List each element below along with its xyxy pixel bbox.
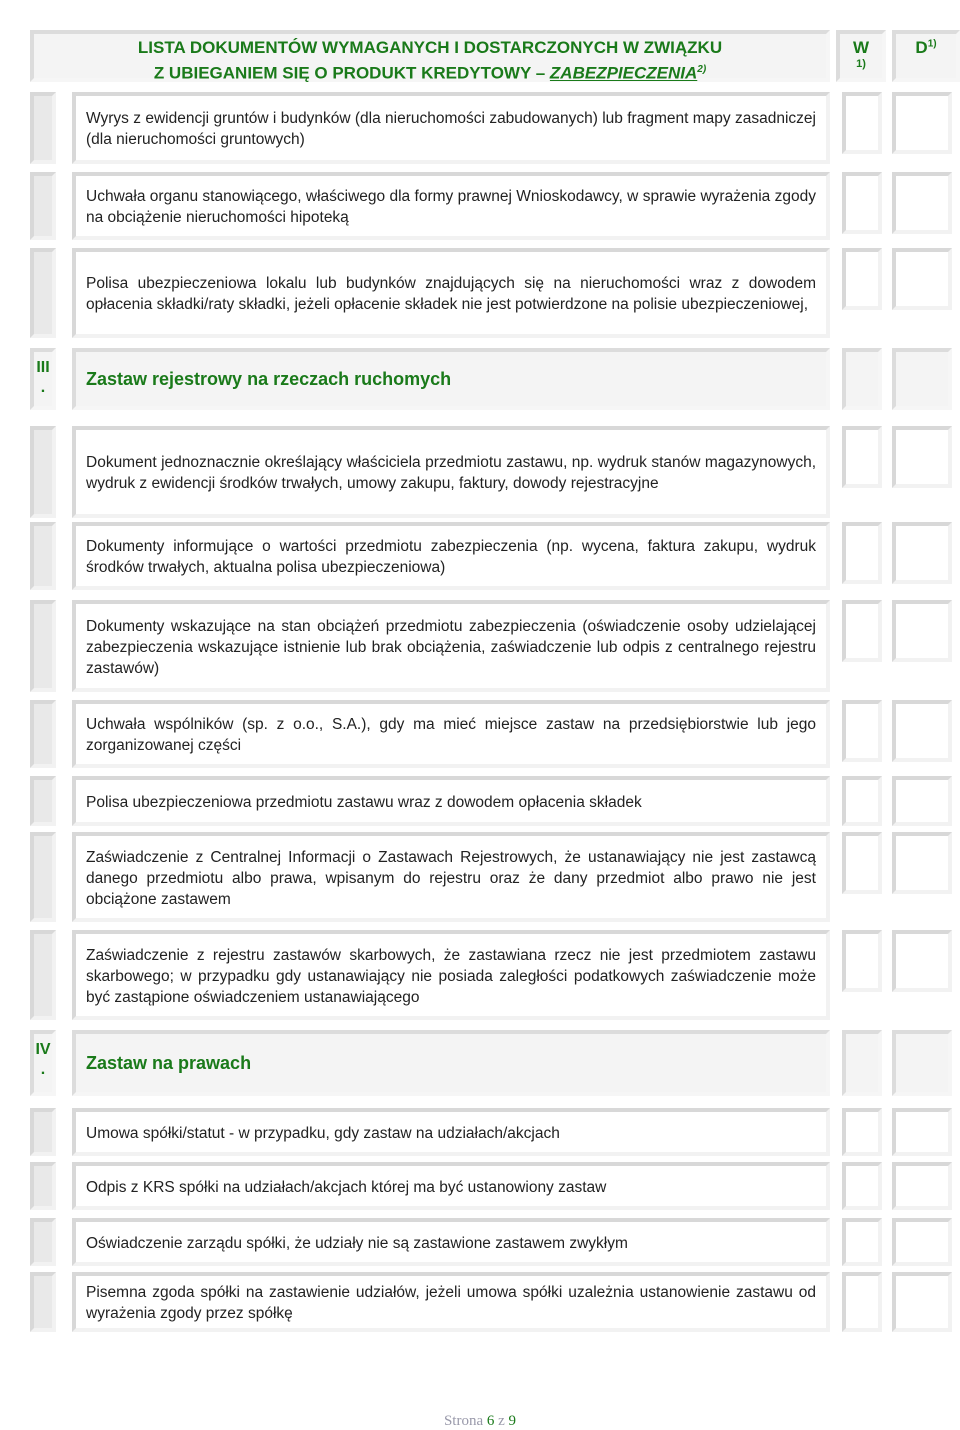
document-description [72,1162,830,1210]
section-title [72,1030,830,1096]
row-number-cell [30,92,56,164]
checkbox-w[interactable] [842,600,882,662]
document-description [72,172,830,240]
section-number-dot: . [40,1061,46,1078]
header-w-cell [836,30,886,82]
checkbox-w[interactable] [842,248,882,310]
document-description [72,832,830,922]
title-line-2-prefix: Z UBIEGANIEM SIĘ O PRODUKT KREDYTOWY – [153,63,546,83]
checkbox-w[interactable] [842,1108,882,1156]
document-description [72,426,830,518]
document-description-text: Dokumenty wskazujące na stan obciążeń przedmiotu zabezpieczenia (oświadczenie osoby udzielającej zabezpieczenia wskazujące istnienie lub brak obciążenia, zaświadczenie lub odpis z centralnego rejestru zastawów) [86,617,816,677]
document-description [72,1218,830,1266]
section-number-dot: . [40,379,46,396]
document-description-text: Polisa ubezpieczeniowa lokalu lub budynków znajdujących się na nieruchomości wraz z dowodem opłacenia składki/raty składki, jeżeli opłacenie składek nie jest potwierdzone na polisie ubezpieczeniowej, [86,275,816,313]
document-description [72,776,830,826]
row-number-cell [30,1108,56,1156]
document-description [72,600,830,692]
checkbox-w[interactable] [842,522,882,584]
title-line-1: LISTA DOKUMENTÓW WYMAGANYCH I DOSTARCZONYCH W ZWIĄZKU [137,38,723,57]
table-row [0,1108,960,1156]
checkbox-d[interactable] [892,1218,952,1266]
table-row [0,776,960,826]
document-description [72,1108,830,1156]
title-sup: 2) [697,64,707,75]
row-number-cell [30,832,56,922]
checkbox-w[interactable] [842,92,882,154]
document-description [72,92,830,164]
checkbox-w[interactable] [842,930,882,992]
checkbox-d[interactable] [892,248,952,310]
col-w-sup: 1) [856,58,866,70]
section-number [30,1030,56,1096]
section-header-row [0,348,960,410]
document-description-text: Oświadczenie zarządu spółki, że udziały nie są zastawione zastawem zwykłym [86,1234,628,1252]
document-description-text: Zaświadczenie z rejestru zastawów skarbowych, że zastawiana rzecz nie jest przedmiotem zastawu skarbowego; w przypadku gdy ustanawiający nie posiada zaległości podatkowych zaświadczenie może być zastąpione oświadczeniem ustanawiającego [86,946,816,1006]
checkbox-d[interactable] [892,522,952,584]
checkbox-w[interactable] [842,1030,882,1096]
table-row [0,426,960,518]
document-description-text: Pisemna zgoda spółki na zastawienie udziałów, jeżeli umowa spółki uzależnia ustanowienie zastawu od wyrażenia zgody przez spółkę [86,1284,816,1322]
checkbox-w[interactable] [842,1272,882,1332]
section-title-text: Zastaw na prawach [86,1052,252,1073]
checkbox-d[interactable] [892,1162,952,1210]
section-title-text: Zastaw rejestrowy na rzeczach ruchomych [86,368,452,389]
row-number-cell [30,700,56,768]
header-title-cell [30,30,830,82]
checkbox-w[interactable] [842,832,882,894]
footer-total-pages: 9 [508,1413,517,1429]
checkbox-w[interactable] [842,348,882,410]
row-number-cell [30,248,56,338]
document-description [72,1272,830,1332]
checkbox-d[interactable] [892,832,952,894]
header-row [0,30,960,82]
section-number [30,348,56,410]
col-d-letter: D [915,38,928,57]
table-row [0,930,960,1020]
row-number-cell [30,600,56,692]
footer-prefix: Strona [443,1413,484,1429]
section-header-row [0,1030,960,1096]
table-row [0,700,960,768]
checkbox-w[interactable] [842,776,882,826]
section-title [72,348,830,410]
document-description-text: Uchwała organu stanowiącego, właściwego dla formy prawnej Wnioskodawcy, w sprawie wyrażenia zgody na obciążenie nieruchomości hipoteką [86,188,816,226]
col-w-letter: W [852,38,870,57]
table-row [0,1218,960,1266]
title-line-2 [34,59,826,85]
document-description [72,930,830,1020]
row-number-cell [30,930,56,1020]
row-number-cell [30,1162,56,1210]
document-description-text: Polisa ubezpieczeniowa przedmiotu zastawu wraz z dowodem opłacenia składek [86,793,642,811]
row-number-cell [30,522,56,590]
checkbox-d[interactable] [892,600,952,662]
col-d-sup: 1) [927,38,937,50]
document-description-text: Wyrys z ewidencji gruntów i budynków (dla nieruchomości zabudowanych) lub fragment mapy zasadniczej (dla nieruchomości gruntowych) [86,110,816,148]
row-number-cell [30,426,56,518]
document-description-text: Dokumenty informujące o wartości przedmiotu zabezpieczenia (np. wycena, faktura zakupu, wydruk środków trwałych, aktualna polisa ubezpieczeniowa) [86,538,816,576]
checkbox-w[interactable] [842,1218,882,1266]
document-description [72,522,830,590]
checkbox-w[interactable] [842,700,882,762]
document-description-text: Odpis z KRS spółki na udziałach/akcjach której ma być ustanowiony zastaw [86,1178,607,1196]
document-description-text: Dokument jednoznacznie określający właściciela przedmiotu zastawu, np. wydruk stanów magazynowych, wydruk z ewidencji środków trwałych, umowy zakupu, faktury, dowody rejestracyjne [86,454,816,492]
document-description [72,700,830,768]
document-description [72,248,830,338]
document-description-text: Zaświadczenie z Centralnej Informacji o Zastawach Rejestrowych, że ustanawiający nie jest zastawcą danego przedmiotu albo prawa, wpisanym do rejestru oraz że dany przedmiot albo prawo nie jest obciążone zastawem [86,848,816,908]
document-title [34,34,826,85]
row-number-cell [30,776,56,826]
table-row [0,522,960,590]
checkbox-d[interactable] [892,1272,952,1332]
table-row [0,92,960,164]
page-footer [0,1413,960,1430]
checkbox-d[interactable] [892,930,952,992]
checkbox-w[interactable] [842,426,882,488]
table-row [0,1162,960,1210]
checkbox-w[interactable] [842,172,882,234]
checkbox-d[interactable] [892,776,952,826]
checkbox-d[interactable] [892,348,952,410]
column-w-label [840,34,882,70]
table-row [0,172,960,240]
checkbox-d[interactable] [892,1108,952,1156]
table-row [0,600,960,692]
checkbox-w[interactable] [842,1162,882,1210]
table-row [0,832,960,922]
section-roman-numeral: IV [35,1041,51,1058]
footer-separator: z [498,1413,505,1429]
document-description-text: Umowa spółki/statut - w przypadku, gdy zastaw na udziałach/akcjach [86,1124,560,1142]
section-roman-numeral: III [36,359,50,376]
checkbox-d[interactable] [892,700,952,762]
table-row [0,1272,960,1332]
footer-page-number: 6 [486,1413,495,1429]
checkbox-d[interactable] [892,92,952,154]
row-number-cell [30,1272,56,1332]
title-line-2-emph: ZABEZPIECZENIA [549,63,698,83]
checkbox-d[interactable] [892,426,952,488]
document-description-text: Uchwała wspólników (sp. z o.o., S.A.), gdy ma mieć miejsce zastaw na przedsiębiorstwie lub jego zorganizowanej części [86,716,816,754]
table-row [0,248,960,338]
header-d-cell [892,30,960,82]
row-number-cell [30,1218,56,1266]
row-number-cell [30,172,56,240]
checkbox-d[interactable] [892,172,952,234]
checkbox-d[interactable] [892,1030,952,1096]
column-d-label [896,34,956,58]
